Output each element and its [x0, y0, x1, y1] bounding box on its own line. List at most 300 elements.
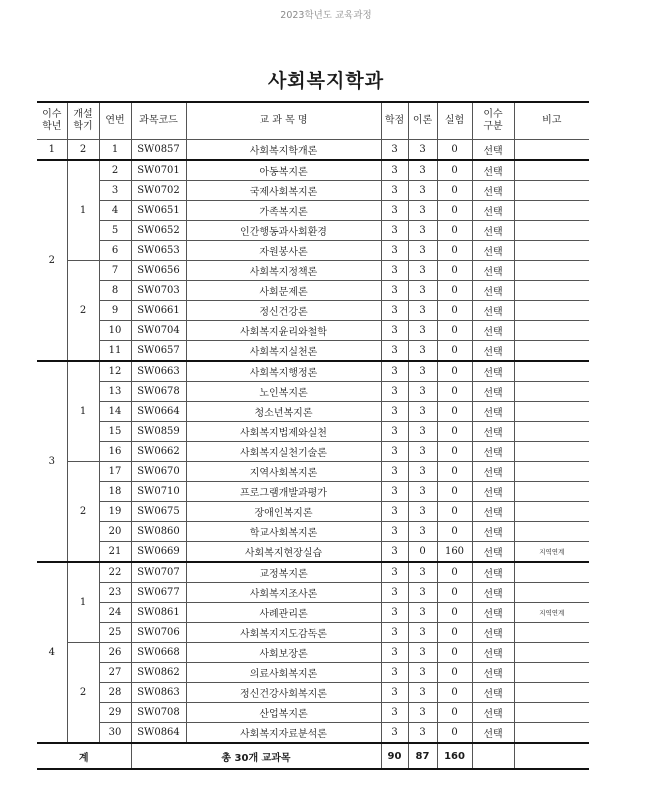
table-row	[37, 542, 589, 563]
course-type: 선택	[472, 341, 514, 362]
course-theory: 3	[408, 382, 437, 402]
course-no: 16	[99, 442, 131, 462]
total-note	[514, 743, 589, 769]
course-name: 사회복지실천기술론	[186, 442, 381, 462]
course-type: 선택	[472, 542, 514, 563]
course-type: 선택	[472, 201, 514, 221]
course-note	[514, 261, 589, 281]
course-theory: 3	[408, 643, 437, 663]
table-row	[37, 502, 589, 522]
year-cell: 1	[37, 140, 67, 161]
course-note	[514, 522, 589, 542]
course-credit: 3	[381, 301, 408, 321]
course-code: SW0710	[131, 482, 186, 502]
course-code: SW0669	[131, 542, 186, 563]
course-practice: 0	[437, 482, 472, 502]
course-practice: 0	[437, 562, 472, 583]
course-name: 장애인복지론	[186, 502, 381, 522]
course-practice: 0	[437, 281, 472, 301]
course-name: 사회복지학개론	[186, 140, 381, 161]
course-note	[514, 482, 589, 502]
course-type: 선택	[472, 301, 514, 321]
course-theory: 3	[408, 623, 437, 643]
course-no: 12	[99, 361, 131, 382]
course-practice: 0	[437, 181, 472, 201]
course-credit: 3	[381, 140, 408, 161]
course-name: 인간행동과사회환경	[186, 221, 381, 241]
course-note	[514, 201, 589, 221]
course-theory: 3	[408, 663, 437, 683]
course-name: 사회복지행정론	[186, 361, 381, 382]
course-theory: 3	[408, 221, 437, 241]
course-no: 5	[99, 221, 131, 241]
course-no: 26	[99, 643, 131, 663]
semester-cell: 2	[67, 140, 99, 161]
course-code: SW0651	[131, 201, 186, 221]
table-row	[37, 663, 589, 683]
course-credit: 3	[381, 201, 408, 221]
course-theory: 3	[408, 583, 437, 603]
course-theory: 3	[408, 201, 437, 221]
course-type: 선택	[472, 241, 514, 261]
total-type	[472, 743, 514, 769]
course-code: SW0668	[131, 643, 186, 663]
course-practice: 0	[437, 221, 472, 241]
course-practice: 0	[437, 140, 472, 161]
course-code: SW0678	[131, 382, 186, 402]
course-code: SW0670	[131, 462, 186, 482]
course-note: 지역연계	[514, 603, 589, 623]
course-note	[514, 663, 589, 683]
course-code: SW0706	[131, 623, 186, 643]
course-no: 30	[99, 723, 131, 744]
course-credit: 3	[381, 361, 408, 382]
course-type: 선택	[472, 261, 514, 281]
course-practice: 0	[437, 462, 472, 482]
course-note	[514, 140, 589, 161]
course-type: 선택	[472, 140, 514, 161]
course-code: SW0704	[131, 321, 186, 341]
course-type: 선택	[472, 422, 514, 442]
course-credit: 3	[381, 703, 408, 723]
course-type: 선택	[472, 181, 514, 201]
course-credit: 3	[381, 221, 408, 241]
course-note	[514, 683, 589, 703]
semester-cell: 1	[67, 361, 99, 462]
table-row	[37, 341, 589, 362]
course-type: 선택	[472, 562, 514, 583]
course-note	[514, 422, 589, 442]
course-practice: 0	[437, 442, 472, 462]
course-theory: 3	[408, 261, 437, 281]
course-note	[514, 221, 589, 241]
year-cell: 2	[37, 160, 67, 361]
course-no: 27	[99, 663, 131, 683]
total-practice: 160	[437, 743, 472, 769]
course-credit: 3	[381, 643, 408, 663]
course-credit: 3	[381, 281, 408, 301]
course-no: 15	[99, 422, 131, 442]
course-no: 9	[99, 301, 131, 321]
semester-cell: 1	[67, 160, 99, 261]
course-credit: 3	[381, 341, 408, 362]
course-note	[514, 361, 589, 382]
course-note	[514, 643, 589, 663]
course-no: 22	[99, 562, 131, 583]
course-theory: 3	[408, 241, 437, 261]
course-note	[514, 442, 589, 462]
course-name: 사회복지윤리와철학	[186, 321, 381, 341]
table-row	[37, 261, 589, 281]
table-footer	[37, 743, 589, 769]
year-cell: 4	[37, 562, 67, 743]
course-theory: 3	[408, 723, 437, 744]
course-type: 선택	[472, 442, 514, 462]
course-note	[514, 462, 589, 482]
course-practice: 0	[437, 522, 472, 542]
course-code: SW0702	[131, 181, 186, 201]
col-header-type: 이수 구분	[472, 102, 514, 140]
course-name: 정신건강론	[186, 301, 381, 321]
course-no: 17	[99, 462, 131, 482]
course-code: SW0664	[131, 402, 186, 422]
course-code: SW0653	[131, 241, 186, 261]
course-credit: 3	[381, 402, 408, 422]
course-code: SW0677	[131, 583, 186, 603]
course-theory: 3	[408, 603, 437, 623]
col-header-practice: 실험	[437, 102, 472, 140]
course-code: SW0662	[131, 442, 186, 462]
course-theory: 3	[408, 301, 437, 321]
table-row	[37, 723, 589, 744]
table-row	[37, 281, 589, 301]
course-practice: 0	[437, 703, 472, 723]
course-type: 선택	[472, 683, 514, 703]
course-note: 지역연계	[514, 542, 589, 563]
course-name: 사회복지지도감독론	[186, 623, 381, 643]
course-credit: 3	[381, 382, 408, 402]
course-credit: 3	[381, 181, 408, 201]
course-type: 선택	[472, 502, 514, 522]
course-credit: 3	[381, 723, 408, 744]
course-type: 선택	[472, 703, 514, 723]
course-practice: 0	[437, 321, 472, 341]
course-theory: 3	[408, 522, 437, 542]
course-code: SW0863	[131, 683, 186, 703]
course-theory: 0	[408, 542, 437, 563]
course-credit: 3	[381, 261, 408, 281]
course-practice: 0	[437, 201, 472, 221]
course-theory: 3	[408, 281, 437, 301]
course-practice: 160	[437, 542, 472, 563]
course-note	[514, 241, 589, 261]
course-theory: 3	[408, 462, 437, 482]
course-note	[514, 583, 589, 603]
course-credit: 3	[381, 442, 408, 462]
course-no: 21	[99, 542, 131, 563]
course-credit: 3	[381, 683, 408, 703]
course-no: 6	[99, 241, 131, 261]
course-practice: 0	[437, 623, 472, 643]
course-type: 선택	[472, 623, 514, 643]
semester-cell: 1	[67, 562, 99, 643]
course-code: SW0708	[131, 703, 186, 723]
course-theory: 3	[408, 502, 437, 522]
course-no: 28	[99, 683, 131, 703]
course-code: SW0661	[131, 301, 186, 321]
course-type: 선택	[472, 221, 514, 241]
course-name: 사회복지자료분석론	[186, 723, 381, 744]
course-note	[514, 703, 589, 723]
course-name: 아동복지론	[186, 160, 381, 181]
course-name: 사회복지법제와실천	[186, 422, 381, 442]
table-row	[37, 221, 589, 241]
course-practice: 0	[437, 160, 472, 181]
course-name: 지역사회복지론	[186, 462, 381, 482]
course-note	[514, 281, 589, 301]
course-practice: 0	[437, 603, 472, 623]
course-note	[514, 160, 589, 181]
course-theory: 3	[408, 703, 437, 723]
course-credit: 3	[381, 241, 408, 261]
course-credit: 3	[381, 603, 408, 623]
col-header-code: 과목코드	[131, 102, 186, 140]
table-row	[37, 482, 589, 502]
course-name: 가족복지론	[186, 201, 381, 221]
table-row	[37, 522, 589, 542]
course-name: 사회복지조사론	[186, 583, 381, 603]
course-practice: 0	[437, 301, 472, 321]
table-row	[37, 583, 589, 603]
course-name: 노인복지론	[186, 382, 381, 402]
page-title: 사회복지학과	[267, 70, 385, 92]
course-theory: 3	[408, 341, 437, 362]
course-code: SW0657	[131, 341, 186, 362]
course-note	[514, 321, 589, 341]
table-row	[37, 361, 589, 382]
table-row	[37, 422, 589, 442]
table-row	[37, 683, 589, 703]
course-credit: 3	[381, 663, 408, 683]
course-type: 선택	[472, 321, 514, 341]
table-row	[37, 301, 589, 321]
course-type: 선택	[472, 160, 514, 181]
table-row	[37, 643, 589, 663]
course-type: 선택	[472, 583, 514, 603]
course-name: 산업복지론	[186, 703, 381, 723]
course-no: 23	[99, 583, 131, 603]
course-type: 선택	[472, 482, 514, 502]
course-no: 1	[99, 140, 131, 161]
course-credit: 3	[381, 422, 408, 442]
course-type: 선택	[472, 522, 514, 542]
course-practice: 0	[437, 502, 472, 522]
table-row	[37, 140, 589, 161]
course-no: 7	[99, 261, 131, 281]
course-practice: 0	[437, 422, 472, 442]
course-no: 4	[99, 201, 131, 221]
semester-cell: 2	[67, 261, 99, 362]
course-code: SW0862	[131, 663, 186, 683]
course-code: SW0701	[131, 160, 186, 181]
course-type: 선택	[472, 382, 514, 402]
course-practice: 0	[437, 361, 472, 382]
course-practice: 0	[437, 382, 472, 402]
course-name: 사회복지정책론	[186, 261, 381, 281]
course-code: SW0675	[131, 502, 186, 522]
curriculum-table	[37, 101, 589, 770]
course-name: 학교사회복지론	[186, 522, 381, 542]
course-note	[514, 181, 589, 201]
course-name: 의료사회복지론	[186, 663, 381, 683]
course-no: 10	[99, 321, 131, 341]
col-header-year: 이수 학년	[37, 102, 67, 140]
course-note	[514, 502, 589, 522]
course-code: SW0652	[131, 221, 186, 241]
course-code: SW0860	[131, 522, 186, 542]
course-note	[514, 723, 589, 744]
course-name: 국제사회복지론	[186, 181, 381, 201]
course-theory: 3	[408, 683, 437, 703]
course-practice: 0	[437, 683, 472, 703]
course-name: 자원봉사론	[186, 241, 381, 261]
course-credit: 3	[381, 321, 408, 341]
col-header-theory: 이론	[408, 102, 437, 140]
course-practice: 0	[437, 261, 472, 281]
course-code: SW0864	[131, 723, 186, 744]
table-row	[37, 201, 589, 221]
total-credit: 90	[381, 743, 408, 769]
course-theory: 3	[408, 402, 437, 422]
course-no: 20	[99, 522, 131, 542]
course-note	[514, 562, 589, 583]
course-theory: 3	[408, 562, 437, 583]
course-no: 24	[99, 603, 131, 623]
course-code: SW0861	[131, 603, 186, 623]
table-row	[37, 402, 589, 422]
course-name: 사회문제론	[186, 281, 381, 301]
course-theory: 3	[408, 321, 437, 341]
course-type: 선택	[472, 281, 514, 301]
course-code: SW0857	[131, 140, 186, 161]
course-type: 선택	[472, 723, 514, 744]
course-theory: 3	[408, 181, 437, 201]
course-name: 사회보장론	[186, 643, 381, 663]
table-row	[37, 321, 589, 341]
table-row	[37, 462, 589, 482]
course-theory: 3	[408, 160, 437, 181]
table-row	[37, 703, 589, 723]
course-type: 선택	[472, 643, 514, 663]
course-note	[514, 301, 589, 321]
course-credit: 3	[381, 522, 408, 542]
total-summary: 총 30개 교과목	[131, 743, 381, 769]
course-name: 사례관리론	[186, 603, 381, 623]
course-no: 25	[99, 623, 131, 643]
course-theory: 3	[408, 482, 437, 502]
course-no: 13	[99, 382, 131, 402]
course-theory: 3	[408, 422, 437, 442]
course-practice: 0	[437, 341, 472, 362]
course-code: SW0859	[131, 422, 186, 442]
course-no: 18	[99, 482, 131, 502]
course-name: 사회복지실천론	[186, 341, 381, 362]
total-theory: 87	[408, 743, 437, 769]
year-cell: 3	[37, 361, 67, 562]
course-practice: 0	[437, 663, 472, 683]
course-practice: 0	[437, 723, 472, 744]
course-note	[514, 402, 589, 422]
course-practice: 0	[437, 643, 472, 663]
course-theory: 3	[408, 140, 437, 161]
col-header-credit: 학점	[381, 102, 408, 140]
col-header-no: 연번	[99, 102, 131, 140]
course-credit: 3	[381, 583, 408, 603]
course-credit: 3	[381, 462, 408, 482]
course-no: 14	[99, 402, 131, 422]
course-no: 11	[99, 341, 131, 362]
semester-cell: 2	[67, 462, 99, 563]
table-row	[37, 623, 589, 643]
course-practice: 0	[437, 402, 472, 422]
course-type: 선택	[472, 361, 514, 382]
page-header: 2023학년도 교육과정	[280, 10, 372, 21]
course-credit: 3	[381, 562, 408, 583]
course-practice: 0	[437, 241, 472, 261]
course-name: 프로그램개발과평가	[186, 482, 381, 502]
course-no: 3	[99, 181, 131, 201]
course-code: SW0656	[131, 261, 186, 281]
course-no: 19	[99, 502, 131, 522]
course-note	[514, 382, 589, 402]
col-header-semester: 개설 학기	[67, 102, 99, 140]
table-row	[37, 382, 589, 402]
table-row	[37, 603, 589, 623]
table-header	[37, 102, 589, 140]
course-name: 교정복지론	[186, 562, 381, 583]
total-label: 계	[37, 743, 131, 769]
semester-cell: 2	[67, 643, 99, 744]
course-code: SW0707	[131, 562, 186, 583]
table-row	[37, 562, 589, 583]
course-no: 2	[99, 160, 131, 181]
course-type: 선택	[472, 663, 514, 683]
course-theory: 3	[408, 442, 437, 462]
table-row	[37, 442, 589, 462]
col-header-name: 교 과 목 명	[186, 102, 381, 140]
course-theory: 3	[408, 361, 437, 382]
table-row	[37, 181, 589, 201]
course-name: 청소년복지론	[186, 402, 381, 422]
course-credit: 3	[381, 482, 408, 502]
course-code: SW0703	[131, 281, 186, 301]
course-credit: 3	[381, 502, 408, 522]
course-name: 정신건강사회복지론	[186, 683, 381, 703]
table-row	[37, 160, 589, 181]
course-code: SW0663	[131, 361, 186, 382]
course-type: 선택	[472, 603, 514, 623]
course-type: 선택	[472, 462, 514, 482]
course-note	[514, 623, 589, 643]
course-credit: 3	[381, 542, 408, 563]
course-no: 29	[99, 703, 131, 723]
course-practice: 0	[437, 583, 472, 603]
table-row	[37, 241, 589, 261]
course-credit: 3	[381, 623, 408, 643]
table-body	[37, 140, 589, 744]
course-note	[514, 341, 589, 362]
col-header-note: 비고	[514, 102, 589, 140]
